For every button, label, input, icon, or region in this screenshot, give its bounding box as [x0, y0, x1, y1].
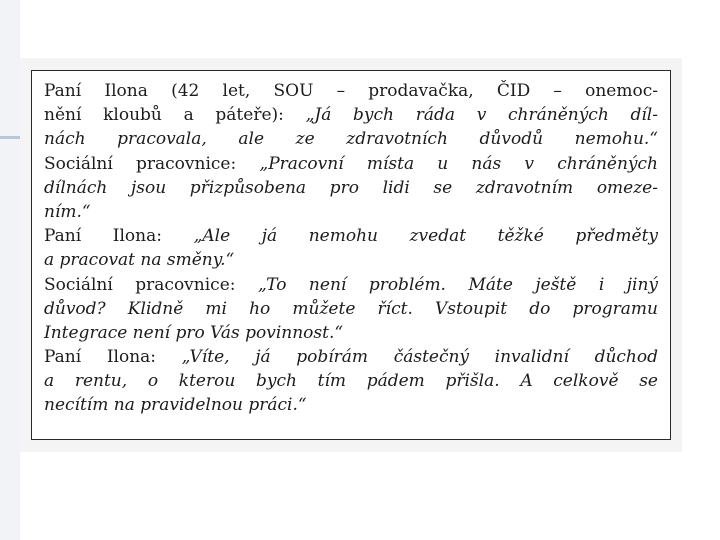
- line-text: nění kloubů a páteře):: [44, 105, 306, 126]
- line-text: Paní Ilona:: [44, 226, 194, 247]
- dialogue-line: [44, 127, 658, 151]
- quote-text: „To není problém. Máte ještě i jiný: [257, 274, 658, 295]
- quote-text: nách pracovala, ale ze zdravotních důvodů nemohu.“: [44, 129, 658, 150]
- quote-text: Integrace není pro Vás povinnost.“: [44, 322, 344, 343]
- dialogue-line: [44, 248, 658, 272]
- dialogue-line: [44, 103, 658, 127]
- dialogue-line: [44, 79, 658, 103]
- dialogue-text-box: [31, 70, 671, 440]
- dialogue-line: [44, 273, 658, 297]
- dialogue-line: [44, 345, 658, 369]
- line-text: Sociální pracovnice:: [44, 274, 258, 295]
- quote-text: a rentu, o kterou bych tím pádem přišla. A celkově se: [44, 371, 658, 392]
- dialogue-line: [44, 176, 658, 200]
- dialogue-line: [44, 152, 658, 176]
- dialogue-line: [44, 200, 658, 224]
- quote-text: „Já bych ráda v chráněných díl-: [305, 105, 658, 126]
- quote-text: „Pracovní místa u nás v chráněných: [259, 153, 658, 174]
- dialogue-line: [44, 393, 658, 417]
- quote-text: „Víte, já pobírám částečný invalidní důchod: [181, 347, 658, 368]
- line-text: Paní Ilona:: [44, 347, 182, 368]
- line-text: Paní Ilona (42 let, SOU – prodavačka, ČID – onemoc-: [44, 81, 658, 101]
- dialogue-line: [44, 297, 658, 321]
- dialogue-line: [44, 321, 658, 345]
- quote-text: dílnách jsou přizpůsobena pro lidi se zdravotním omeze-: [44, 177, 658, 198]
- left-decorative-band: [0, 0, 20, 540]
- dialogue-line: [44, 369, 658, 393]
- quote-text: a pracovat na směny.“: [44, 250, 235, 271]
- quote-text: ním.“: [44, 201, 91, 222]
- quote-text: necítím na pravidelnou práci.“: [44, 395, 307, 416]
- dialogue-line: [44, 224, 658, 248]
- line-text: Sociální pracovnice:: [44, 153, 260, 174]
- quote-text: důvod? Klidně mi ho můžete říct. Vstoupit do programu: [44, 298, 658, 319]
- quote-text: „Ale já nemohu zvedat těžké předměty: [193, 226, 658, 247]
